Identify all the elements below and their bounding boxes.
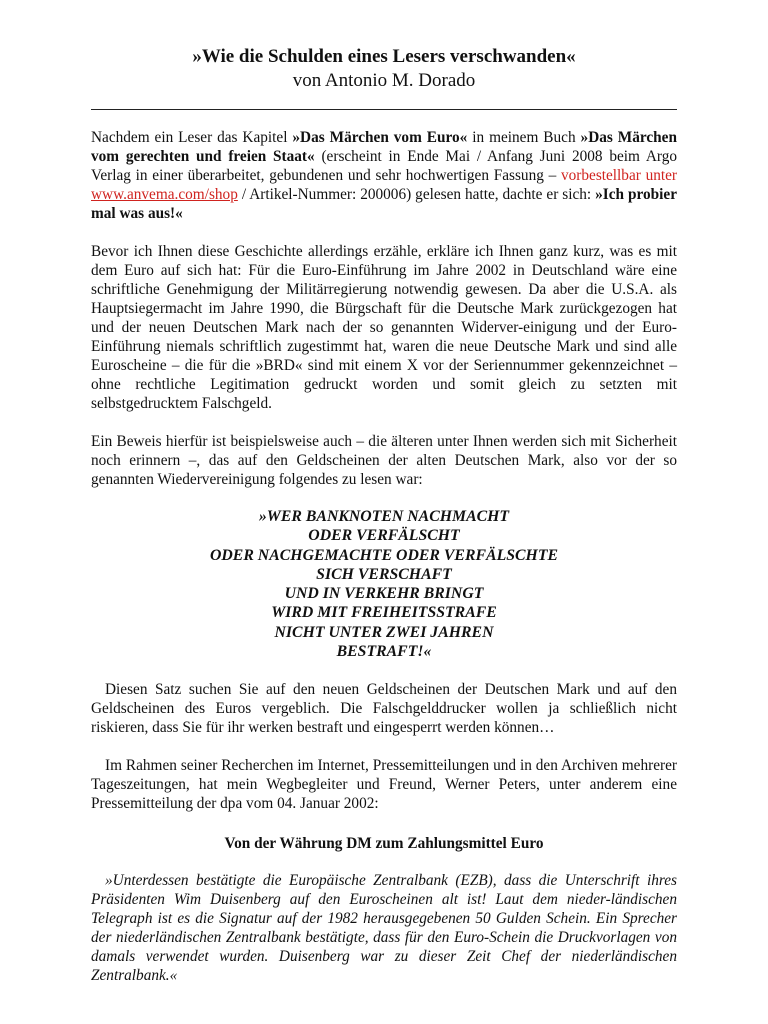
preorder-text: vorbestellbar unter — [560, 167, 678, 184]
section-heading: Von der Währung DM zum Zahlungsmittel Euro — [224, 835, 544, 853]
euro-explanation-paragraph: Bevor ich Ihnen diese Geschichte allerdings erzähle, erkläre ich Ihnen ganz kurz, was es mit dem Euro auf sich hat: Für die Euro-Einführung im Jahre 2002 in Deutschland wäre eine schriftliche Genehmigung der Militärregierung notwendig gewesen. Da aber die U.S.A. als Hauptsiegermacht im Jahre 1990, die Bürgschaft für die Deutsche Mark zurückgezogen hat und der neuen Deutschen Mark nach der so genannten Widerver-einigung und der Euro-Einführung niemals schriftlich zugestimmt hat, waren die neue Deutsche Mark und sind alle Euroscheine – die für die »BRD« sind mit einem X vor der Seriennummer gekennzeichnet – ohne rechtliche Legitimation gedruckt worden und somit gleich zu setzten mit selbstgedrucktem Falschgeld. — [91, 243, 677, 412]
intro-paragraph — [91, 128, 677, 223]
shop-link[interactable]: www.anvema.com/shop — [91, 186, 238, 203]
quote-line: NICHT UNTER ZWEI JAHREN — [274, 623, 494, 641]
counterfeit-paragraph: Diesen Satz suchen Sie auf den neuen Geldscheinen der Deutschen Mark und auf den Geldscheinen des Euros vergeblich. Die Falschgelddrucker wollen ja schließlich nicht riskieren, dass Sie für ihr werken bestraft und eingesperrt werden können… — [91, 681, 677, 737]
intro-text-2: in meinem Buch — [467, 129, 581, 146]
book-title: »Das Märchen vom gerechten und freien Staat« — [91, 129, 677, 165]
intro-text-1: Nachdem ein Leser das Kapitel — [91, 129, 293, 146]
reader-quote: »Ich probier mal was aus!« — [91, 186, 677, 222]
quote-line: »WER BANKNOTEN NACHMACHT — [258, 508, 510, 525]
research-paragraph: Im Rahmen seiner Recherchen im Internet, Pressemitteilungen und in den Archiven mehrerer Tageszeitungen, hat mein Wegbegleiter und Freund, Werner Peters, unter anderem eine Pressemitteilung der dpa vom 04. Januar 2002: — [91, 757, 677, 813]
author-line: von Antonio M. Dorado — [292, 70, 476, 91]
intro-text-3: (erscheint in Ende Mai / Anfang Juni 2008 beim Argo Verlag in einer überarbeitet, gebundenen und sehr hochwertigen Fassung – — [91, 148, 678, 184]
quote-line: ODER VERFÄLSCHT — [308, 527, 460, 545]
intro-text-4: / Artikel-Nummer: 200006) gelesen hatte, dachte er sich: — [237, 186, 596, 203]
chapter-title: »Das Märchen vom Euro« — [292, 129, 468, 146]
quote-line: UND IN VERKEHR BRINGT — [284, 585, 484, 603]
press-quote-paragraph: »Unterdessen bestätigte die Europäische Zentralbank (EZB), dass die Unterschrift ihres Präsidenten Wim Duisenberg auf den Euroscheinen alt ist! Laut dem nieder-ländischen Telegraph ist es die Signatur auf der 1982 herausgegebenen 50 Gulden Schein. Ein Sprecher der niederländischen Zentralbank bestätigte, dass für den Euro-Schein die Druckvorlagen von damals verwendet wurden. Duisenberg war zu dieser Zeit Chef der niederländischen Zentralbank.« — [91, 872, 677, 985]
banknote-quote — [91, 507, 677, 661]
evidence-paragraph: Ein Beweis hierfür ist beispielsweise auch – die älteren unter Ihnen werden sich mit Sicherheit noch erinnern –, das auf den Geldscheinen der alten Deutschen Mark, also vor der so genannten Wiedervereinigung folgendes zu lesen war: — [91, 433, 677, 488]
quote-line: ODER NACHGEMACHTE ODER VERFÄLSCHTE — [209, 546, 559, 564]
quote-line: WIRD MIT FREIHEITSSTRAFE — [271, 604, 497, 622]
document-title: »Wie die Schulden eines Lesers verschwanden« — [192, 46, 576, 67]
title-divider — [91, 109, 677, 110]
quote-line: SICH VERSCHAFT — [316, 565, 452, 583]
quote-line: BESTRAFT!« — [336, 643, 432, 661]
